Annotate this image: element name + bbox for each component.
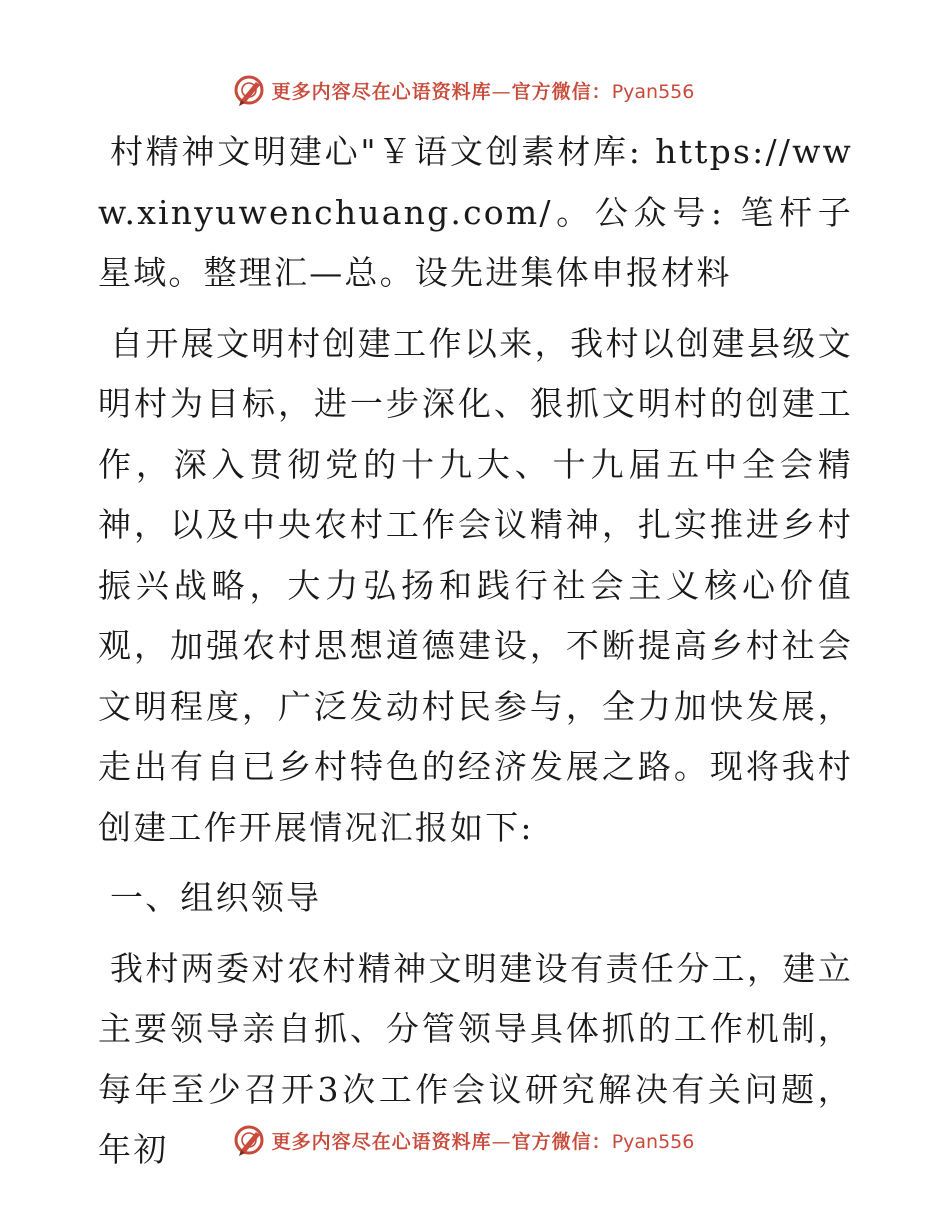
body-paragraph: 自开展文明村创建工作以来，我村以创建县级文明村为目标，进一步深化、狠抓文明村的创建工作，深入贯彻党的十九大、十九届五中全会精神，以及中央农村工作会议精神，扎实推进乡村振兴战略，大力弘扬和践行社会主义核心价值观，加强农村思想道德建设，不断提高乡村社会文明程度，广泛发动村民参与，全力加快发展，走出有自已乡村特色的经济发展之路。现将我村创建工作开展情况汇报如下: <box>98 323 853 847</box>
banner-main-text: 更多内容尽在心语资料库 <box>271 1130 492 1153</box>
banner-official-text: 官方微信： <box>511 80 612 103</box>
document-body <box>98 122 853 1181</box>
banner-main-text: 更多内容尽在心语资料库 <box>271 80 492 103</box>
section-heading: 一、组织领导 <box>110 878 322 917</box>
footer-banner-text <box>272 1127 695 1154</box>
banner-dash: — <box>491 1130 512 1153</box>
header-banner-text <box>272 77 695 104</box>
intro-paragraph: 村精神文明建心"￥语文创素材库: https://www.xinyuwenchuang.com/。公众号: 笔杆子星域。整理汇—总。设先进集体申报材料 <box>98 132 853 292</box>
banner-dash: — <box>491 80 512 103</box>
pen-logo-icon <box>232 1123 266 1157</box>
footer-watermark-banner <box>0 1120 950 1160</box>
pen-logo-icon <box>232 73 266 107</box>
body-paragraph: 我村两委对农村精神文明建设有责任分工，建立主要领导亲自抓、分管领导具体抓的工作机制，每年至少召开3次工作会议研究解决有关问题，年初 <box>98 948 853 1169</box>
header-watermark-banner <box>0 70 950 110</box>
banner-official-text: 官方微信： <box>511 1130 612 1153</box>
banner-wechat-id: Pyan556 <box>611 80 695 103</box>
footer-banner-inner <box>232 1123 695 1157</box>
banner-wechat-id: Pyan556 <box>611 1130 695 1153</box>
header-banner-inner <box>232 73 695 107</box>
